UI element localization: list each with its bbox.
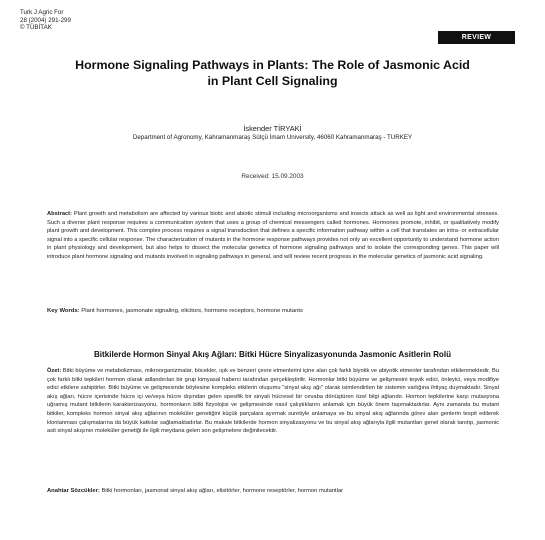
review-badge: REVIEW [438, 31, 515, 44]
anahtar-sozcukler [47, 488, 499, 494]
journal-publisher: © TÜBİTAK [20, 24, 52, 32]
author-affiliation: Department of Agronomy, Kahramanmaraş Sütçü İmam University, 46060 Kahramanmaraş - TURKEY [132, 134, 413, 141]
abstract-text: Plant growth and metabolism are affected by various biotic and abiotic stimuli including microorganisms and insects attack as well as light and environmental stresses. Such a diverse plant response requires a communication system that uses a group of chemical messengers called hormones. Hormones promote, inhibit, or qualitatively modify plant growth and development. This complex process requires a signal transduction that defines a specific information pathway within a cell that translates an intra- or extracellular signal into a specific cellular response. The characterization of mutants in the hormone response pathways provides not only an excellent opportunity to understand hormone action in plant physiology and development, but also helps to dissect the molecular genetics of hormone signaling pathways and to isolate the corresponding genes. This paper will introduce plant hormone signaling and mutants involved in signaling pathways in general, and will review recent progress in the molecular genetics of jasmonic acid signaling. [47, 211, 499, 260]
author-name: İskender TİRYAKİ [243, 124, 302, 133]
journal-name: Turk J Agric For [20, 9, 64, 16]
anahtar-text: Bitki hormonları, jasmonat sinyal akış ağları, elisitörler, hormone reseptörler, hormon mutantlar [101, 488, 344, 494]
journal-info [20, 9, 71, 32]
ozet-label: Özet: [47, 368, 62, 374]
turkish-title: Bitkilerde Hormon Sinyal Akış Ağları: Bitki Hücre Sinyalizasyonunda Jasmonic Asitlerin Rolü [93, 350, 452, 359]
ozet-text: Bitki büyüme ve metabolizması, mikroorganizmalar, böcekler, ışık ve benzeri çevre etmenlerini içine alan çok farklı biyotik ve abiyotik etmenler tarafından etkilenmektedir. Bu çok farklı bitki tepkileri hormon olarak adlandırılan bir grup kimyasal haberci tarafından gerçekleştirilir. Hormonlar bitki büyüme ve gelişmesini teşvik edici, önleyici, veya modifiye edici etkilere sahiptirler. Bitki büyüme ve gelişmesinde böylesine kompleks etkilerin oluşumu "sinyal akış ağı" olarak isimlendirilen bir sistemin varlığına ihtiyaç duymaktadır. Sinyal akış ağları, hücre içerisinde hücre içi ve/veya hücre dışından gelen spesifik bir sinyali hücresel bir cevaba dönüştüren özel bilgi ağlarıdır. Hormon tepkilerine karşı mutasyona uğramış mutant bitkilerin karakterizasyonu, hormonların bitki fizyolojisi ve gelişmesinde nasıl çalıştıklarını anlamak için büyük önem taşımaktadırlar. Aynı zamanda bu mutant bitkiler, kompleks hormon sinyal akış ağlarının moleküler genetiğini küçük parçalara ayırmak suretiyle anlamaya ve bu sinyal akış ağlarında görev alan genlerin tespit edilerek klonlanması çalışmalarına da büyük katkılar sağlamaktadırlar. Bu makale bitkilerde hormon sinyalizasyonu ve bu sinyal akış ağlarıyla ilgili mutantları genel olarak tanıtıp, jasmonic asit sinyal akışının moleküler genetiği ile ilgili meydana gelen son gelişmelere değinilecektir. [47, 368, 499, 435]
ozet [47, 367, 499, 436]
journal-volume: 28 (2004) 291-299 [20, 16, 71, 24]
article-title [40, 57, 505, 89]
keywords-text: Plant hormones, jasmonate signaling, elicitors, hormone receptors, hormone mutants [81, 308, 303, 314]
title-line-1: Hormone Signaling Pathways in Plants: The Role of Jasmonic Acid [75, 58, 470, 72]
received-date: Received: 15.09.2003 [241, 173, 304, 180]
anahtar-label: Anahtar Sözcükler: [47, 488, 100, 494]
title-line-2: in Plant Cell Signaling [207, 74, 338, 88]
abstract-label: Abstract: [47, 211, 72, 217]
keywords-label: Key Words: [47, 308, 80, 314]
keywords [47, 308, 499, 314]
abstract [47, 210, 499, 262]
